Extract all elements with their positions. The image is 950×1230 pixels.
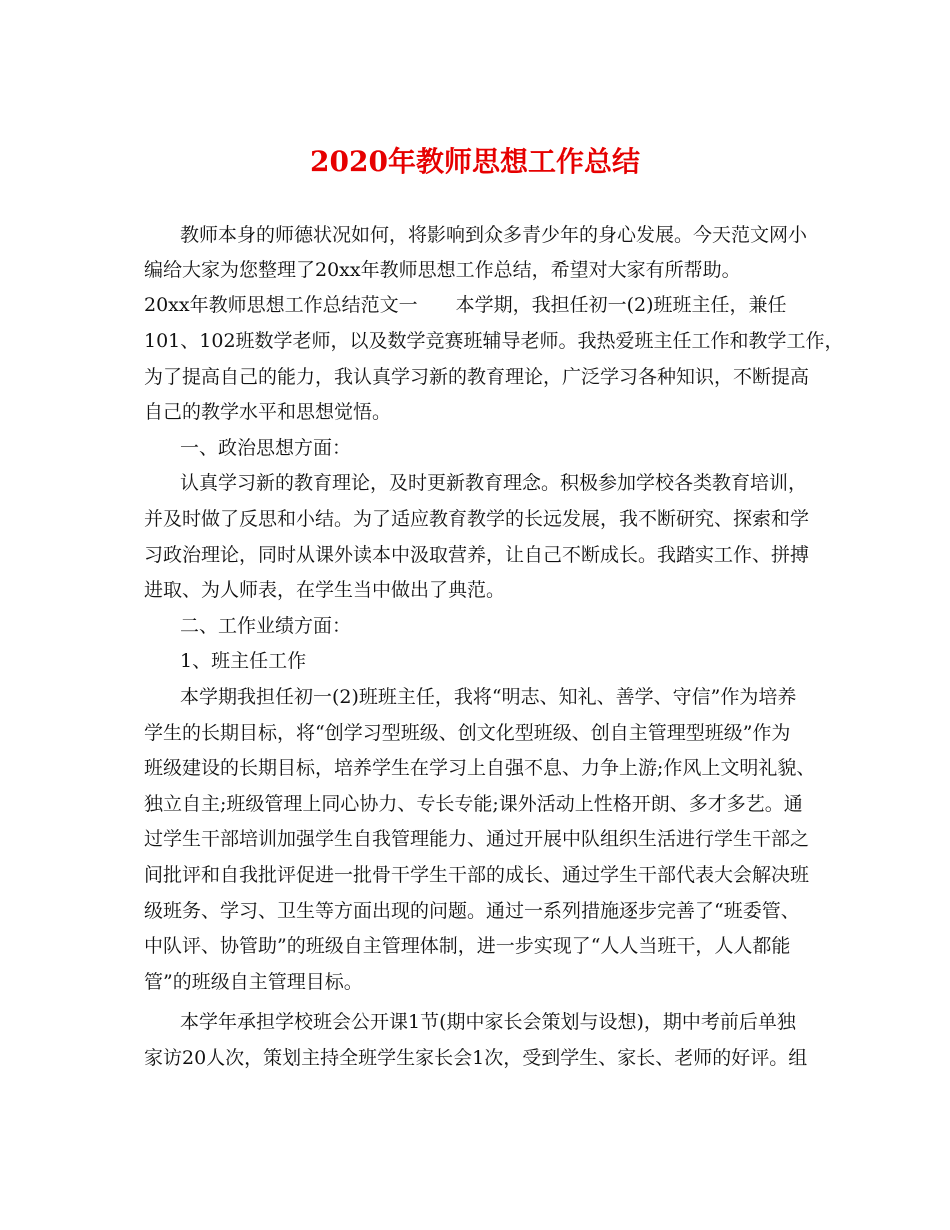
text-line: 20xx年教师思想工作总结范文一 本学期，我担任初一(2)班班主任，兼任 <box>144 294 787 316</box>
text-line: 教师本身的师德状况如何，将影响到众多青少年的身心发展。今天范文网小 <box>180 224 808 246</box>
text-line: 管”的班级自主管理目标。 <box>144 971 363 993</box>
text-line: 并及时做了反思和小结。为了适应教育教学的长远发展，我不断研究、探索和学 <box>144 508 810 530</box>
text-line: 班级建设的长期目标，培养学生在学习上自强不息、力争上游;作风上文明礼貌、 <box>144 757 816 779</box>
text-line: 家访20人次，策划主持全班学生家长会1次，受到学生、家长、老师的好评。组 <box>144 1047 808 1069</box>
text-line: 中队评、协管助”的班级自主管理体制，进一步实现了“人人当班干，人人都能 <box>144 935 791 957</box>
text-line: 101、102班数学老师，以及数学竞赛班辅导老师。我热爱班主任工作和教学工作， <box>144 330 844 352</box>
text-line: 为了提高自己的能力，我认真学习新的教育理论，广泛学习各种知识，不断提高 <box>144 366 810 388</box>
section-heading: 一、政治思想方面： <box>180 437 352 459</box>
text-line: 本学年承担学校班会公开课1节(期中家长会策划与设想)，期中考前后单独 <box>180 1011 796 1033</box>
text-line: 认真学习新的教育理论，及时更新教育理念。积极参加学校各类教育培训， <box>180 472 808 494</box>
text-line: 习政治理论，同时从课外读本中汲取营养，让自己不断成长。我踏实工作、拼搏 <box>144 544 810 566</box>
text-line: 学生的长期目标，将“创学习型班级、创文化型班级、创自主管理型班级”作为 <box>144 722 791 744</box>
text-line: 间批评和自我批评促进一批骨干学生干部的成长、通过学生干部代表大会解决班 <box>144 864 810 886</box>
subsection-heading: 1、班主任工作 <box>180 650 307 672</box>
text-line: 进取、为人师表，在学生当中做出了典范。 <box>144 579 506 601</box>
text-line: 编给大家为您整理了20xx年教师思想工作总结，希望对大家有所帮助。 <box>144 259 741 281</box>
text-line: 级班务、学习、卫生等方面出现的问题。通过一系列措施逐步完善了“班委管、 <box>144 900 800 922</box>
text-line: 本学期我担任初一(2)班班主任，我将“明志、知礼、善学、守信”作为培养 <box>180 686 797 708</box>
text-line: 过学生干部培训加强学生自我管理能力、通过开展中队组织生活进行学生干部之 <box>144 828 810 850</box>
text-line: 独立自主;班级管理上同心协力、专长专能;课外活动上性格开朗、多才多艺。通 <box>144 793 803 815</box>
document-title: 2020年教师思想工作总结 <box>310 145 640 178</box>
section-heading: 二、工作业绩方面： <box>180 615 352 637</box>
text-line: 自己的教学水平和思想觉悟。 <box>144 401 392 423</box>
